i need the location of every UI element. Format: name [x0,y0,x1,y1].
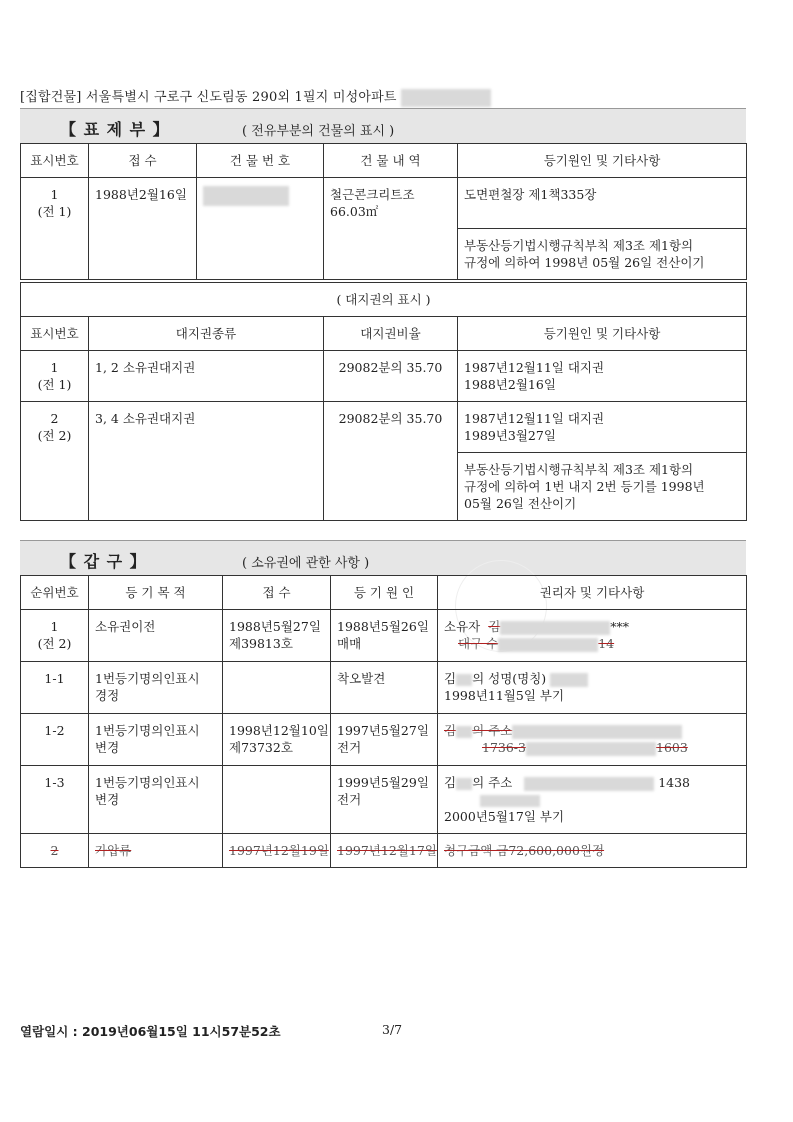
cause-cell: 1987년12월11일 대지권 1989년3월27일 [458,402,747,453]
table-title-row [21,283,747,317]
cause: 1997년5월27일 전거 [331,714,438,766]
rights: 김 의 주소 1736-3 1603 [438,714,747,766]
redacted-name [550,673,588,687]
building-number [197,178,324,280]
header-address: 서울특별시 구로구 신도림동 290외 1필지 미성아파트 [85,90,397,105]
receipt [223,662,331,714]
rank-number: 2 [21,834,89,868]
col-header: 등기원인 및 기타사항 [458,144,747,178]
table-row [21,714,747,766]
section-title: 【 표 제 부 】 [60,120,170,139]
redacted-name [456,778,472,790]
redacted-address [524,777,654,791]
cause: 1988년5월26일 매매 [331,610,438,662]
cause: 1999년5월29일 전거 [331,766,438,834]
table-row [21,351,747,402]
col-header: 대지권종류 [89,317,324,351]
cause: 착오발견 [331,662,438,714]
view-datetime: 열람일시 : 2019년06월15일 11시57분52초 [20,1024,281,1039]
display-number: 2 (전 2) [21,402,89,521]
table-row [21,178,747,229]
display-number: 1 (전 1) [21,178,89,280]
land-right-type: 3, 4 소유권대지권 [89,402,324,521]
rights: 김 의 주소 1438 2000년5월17일 부기 [438,766,747,834]
purpose: 1번등기명의인표시 변경 [89,714,223,766]
col-header: 건 물 번 호 [197,144,324,178]
cause-cell: 도면편철장 제1책335장 [458,178,747,229]
rank-number: 1 (전 2) [21,610,89,662]
purpose: 소유권이전 [89,610,223,662]
page-number: 3/7 [382,1022,403,1037]
ownership-table [20,575,747,868]
building-detail: 철근콘크리트조 66.03㎡ [324,178,458,280]
redacted-building [401,89,491,107]
col-header: 접 수 [89,144,197,178]
header-prefix: [집합건물] [20,90,82,105]
col-header: 등 기 원 인 [331,576,438,610]
col-header: 건 물 내 역 [324,144,458,178]
rank-number: 1-1 [21,662,89,714]
table-row [21,402,747,453]
rights: 청구금액 금72,600,000원정 [438,834,747,868]
table-row [21,766,747,834]
cause-cell: 1987년12월11일 대지권 1988년2월16일 [458,351,747,402]
section-title-bar-pyojebu [20,108,746,143]
col-header: 권리자 및 기타사항 [438,576,747,610]
table-header-row [21,576,747,610]
redacted-address [512,725,682,739]
redacted-address [498,638,598,652]
table-row [21,834,747,868]
land-right-title: ( 대지권의 표시 ) [21,283,747,317]
col-header: 접 수 [223,576,331,610]
land-right-type: 1, 2 소유권대지권 [89,351,324,402]
col-header: 대지권비율 [324,317,458,351]
purpose: 1번등기명의인표시 경정 [89,662,223,714]
receipt: 1998년12월10일 제73732호 [223,714,331,766]
rank-number: 1-3 [21,766,89,834]
redacted-building-number [203,186,289,206]
document-header [20,86,491,107]
land-right-ratio: 29082분의 35.70 [324,402,458,521]
rights: 김 의 성명(명칭) 1998년11월5일 부기 [438,662,747,714]
redacted-address [526,742,656,756]
display-number: 1 (전 1) [21,351,89,402]
section-title-bar-gapgu [20,540,746,575]
receipt [223,766,331,834]
table-header-row [21,144,747,178]
table-row [21,610,747,662]
section-subtitle: ( 소유권에 관한 사항 ) [242,556,370,571]
receipt: 1988년5월27일 제39813호 [223,610,331,662]
receipt-date: 1988년2월16일 [89,178,197,280]
purpose: 가압류 [89,834,223,868]
col-header: 등기원인 및 기타사항 [458,317,747,351]
cause-cell: 부동산등기법시행규칙부칙 제3조 제1항의 규정에 의하여 1번 내지 2번 등기를 1998년 05월 26일 전산이기 [458,453,747,521]
section-subtitle: ( 전유부분의 건물의 표시 ) [242,124,395,139]
section-title: 【 갑 구 】 [60,552,147,571]
land-right-table [20,282,747,521]
receipt: 1997년12월19일 [223,834,331,868]
col-header: 등 기 목 적 [89,576,223,610]
purpose: 1번등기명의인표시 변경 [89,766,223,834]
cause: 1997년12월17일 [331,834,438,868]
cause-cell: 부동산등기법시행규칙부칙 제3조 제1항의 규정에 의하여 1998년 05월 26일 전산이기 [458,229,747,280]
redacted-owner [500,621,610,635]
rights: 소유자 김 *** 대구 수 14 [438,610,747,662]
col-header: 표시번호 [21,144,89,178]
building-table [20,143,747,280]
land-right-ratio: 29082분의 35.70 [324,351,458,402]
table-header-row [21,317,747,351]
rank-number: 1-2 [21,714,89,766]
redacted-name [456,674,472,686]
redacted-name [456,726,472,738]
col-header: 순위번호 [21,576,89,610]
redacted-address [480,795,540,807]
col-header: 표시번호 [21,317,89,351]
table-row [21,662,747,714]
